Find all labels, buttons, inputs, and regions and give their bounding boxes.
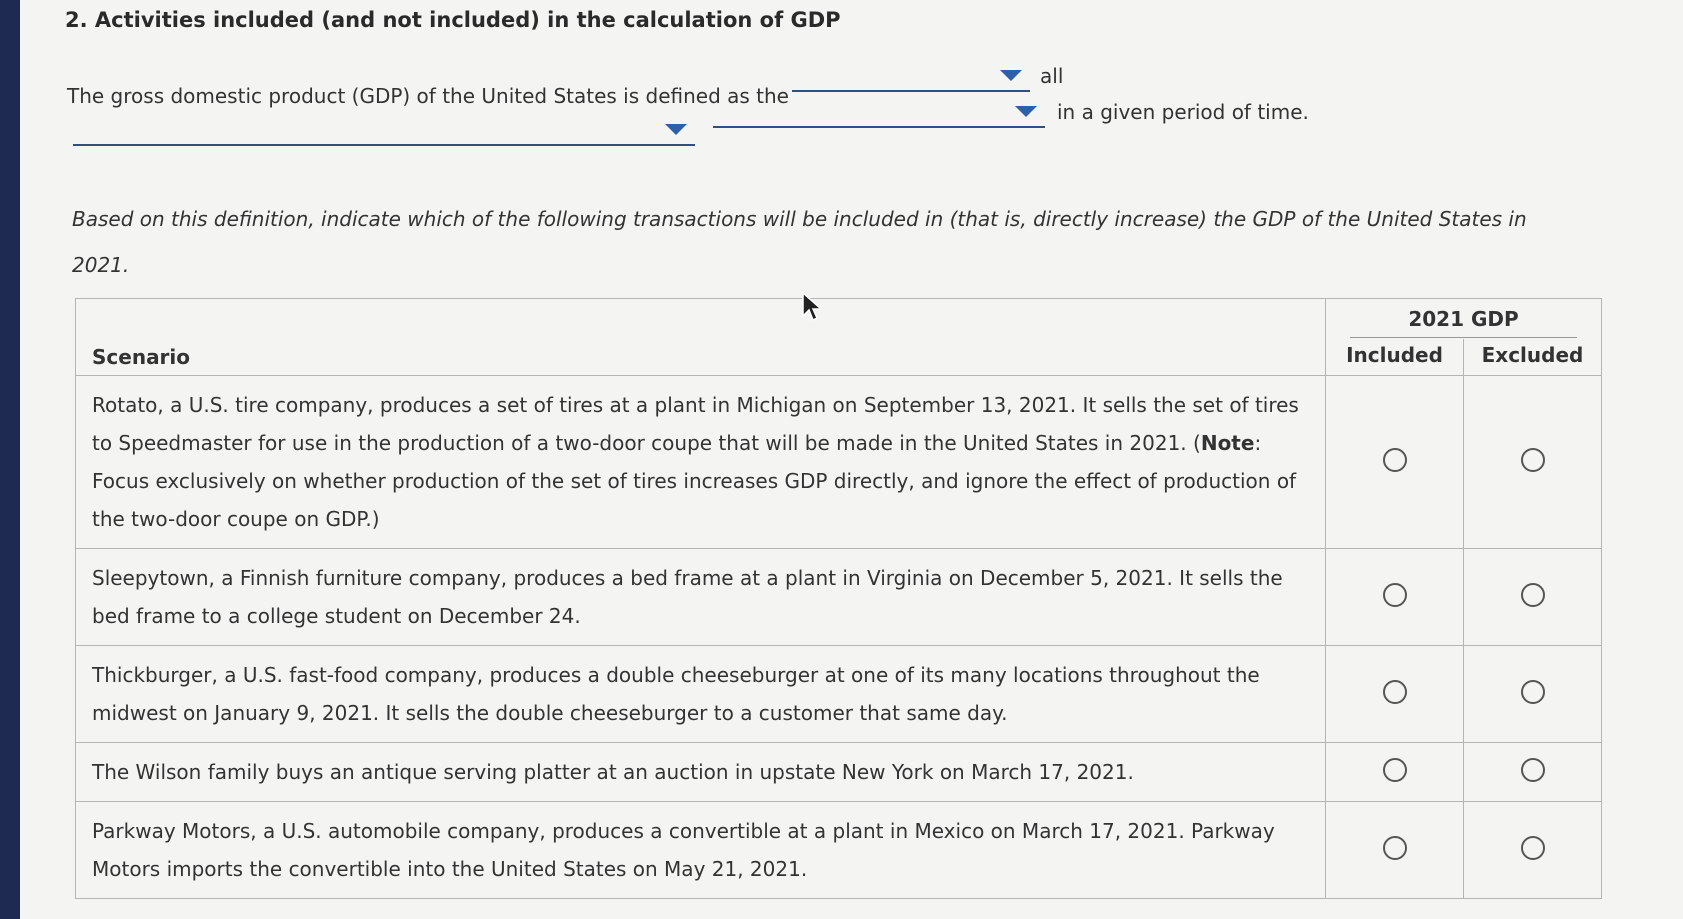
definition-after-dropdown: all	[1040, 64, 1064, 88]
excluded-option[interactable]	[1464, 802, 1602, 899]
excluded-radio[interactable]	[1521, 836, 1545, 860]
question-page	[20, 0, 1683, 919]
chevron-down-icon	[1000, 70, 1022, 81]
included-option[interactable]	[1326, 549, 1464, 646]
excluded-radio[interactable]	[1521, 758, 1545, 782]
scenario-cell: Thickburger, a U.S. fast-food company, produces a double cheeseburger at one of its many locations throughout the midwest on January 9, 2021. It sells the double cheeseburger to a customer that same day.	[76, 646, 1326, 743]
included-radio[interactable]	[1383, 836, 1407, 860]
table-row	[76, 549, 1602, 646]
definition-dropdown-3[interactable]	[713, 104, 1045, 128]
question-content	[20, 0, 1683, 919]
question-title: 2. Activities included (and not included) in the calculation of GDP	[65, 8, 841, 32]
table-row	[76, 376, 1602, 549]
excluded-header: Excluded	[1464, 339, 1602, 376]
included-radio[interactable]	[1383, 758, 1407, 782]
scenario-cell: Rotato, a U.S. tire company, produces a set of tires at a plant in Michigan on September 13, 2021. It sells the set of tires to Speedmaster for use in the production of a two-door coupe that will be made in the United States in 2021. (Note: Focus exclusively on whether production of the set of tires increases GDP directly, and ignore the effect of production of the two-door coupe on GDP.)	[76, 376, 1326, 549]
excluded-radio[interactable]	[1521, 583, 1545, 607]
definition-dropdown-2[interactable]	[73, 122, 695, 146]
note-label: Note	[1200, 431, 1255, 455]
scenario-cell: Parkway Motors, a U.S. automobile company, produces a convertible at a plant in Mexico on March 17, 2021. Parkway Motors imports the convertible into the United States on May 21, 2021.	[76, 802, 1326, 899]
chevron-down-icon	[1015, 106, 1037, 117]
chevron-down-icon	[665, 124, 687, 135]
included-option[interactable]	[1326, 802, 1464, 899]
included-radio[interactable]	[1383, 680, 1407, 704]
excluded-radio[interactable]	[1521, 680, 1545, 704]
scenario-text: Rotato, a U.S. tire company, produces a set of tires at a plant in Michigan on September 13, 2021. It sells the set of tires to Speedmaster for use in the production of a two-door coupe that will be made in the United States in 2021.	[92, 393, 1299, 455]
gdp-table	[75, 298, 1602, 899]
table-row	[76, 646, 1602, 743]
definition-prefix: The gross domestic product (GDP) of the United States is defined as the	[67, 84, 789, 108]
group-header	[1326, 299, 1602, 340]
note-text: : Focus exclusively on whether production of the set of tires increases GDP directly, and ignore the effect of production of the two-door coupe on GDP.)	[92, 431, 1297, 531]
included-radio[interactable]	[1383, 448, 1407, 472]
table-row	[76, 743, 1602, 802]
included-header: Included	[1326, 339, 1464, 376]
scenario-cell: The Wilson family buys an antique serving platter at an auction in upstate New York on March 17, 2021.	[76, 743, 1326, 802]
scenario-cell: Sleepytown, a Finnish furniture company, produces a bed frame at a plant in Virginia on December 5, 2021. It sells the bed frame to a college student on December 24.	[76, 549, 1326, 646]
scenario-header: Scenario	[76, 299, 1326, 376]
included-option[interactable]	[1326, 376, 1464, 549]
mouse-cursor-icon	[802, 292, 824, 322]
definition-suffix: in a given period of time.	[1057, 100, 1309, 124]
excluded-option[interactable]	[1464, 646, 1602, 743]
excluded-option[interactable]	[1464, 743, 1602, 802]
table-row	[76, 802, 1602, 899]
instruction-text: Based on this definition, indicate which of the following transactions will be included in (that is, directly increase) the GDP of the United States in 2021.	[72, 207, 1527, 277]
excluded-option[interactable]	[1464, 549, 1602, 646]
included-option[interactable]	[1326, 646, 1464, 743]
included-option[interactable]	[1326, 743, 1464, 802]
excluded-option[interactable]	[1464, 376, 1602, 549]
group-header-label: 2021 GDP	[1350, 307, 1576, 338]
definition-dropdown-1[interactable]	[792, 68, 1030, 92]
included-radio[interactable]	[1383, 583, 1407, 607]
excluded-radio[interactable]	[1521, 448, 1545, 472]
